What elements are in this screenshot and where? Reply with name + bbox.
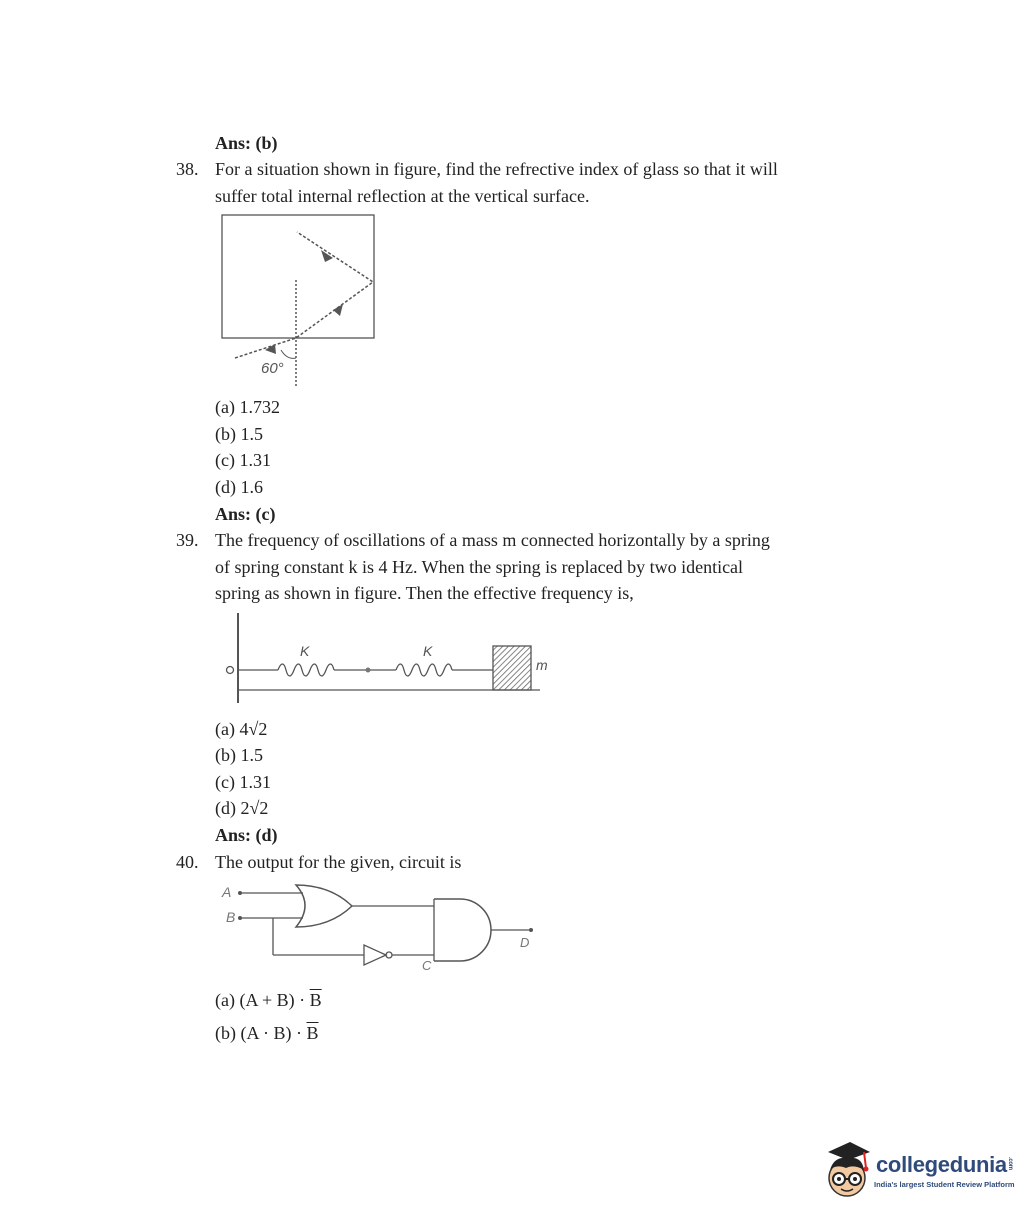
q38-text-line1: For a situation shown in figure, find the refrective index of glass so that it will (215, 159, 778, 179)
q39-option-b: (b) 1.5 (215, 745, 263, 765)
ray-arrow-3 (321, 250, 333, 262)
q38-text-line2: suffer total internal reflection at the vertical surface. (215, 186, 590, 206)
q40-option-a-bar: $\overline{B}$ (309, 990, 322, 1010)
mass-block (493, 646, 531, 690)
q38-answer: Ans: (c) (215, 504, 276, 524)
q40-option-b-bar: $\overline{B}$ (306, 1023, 319, 1043)
brand-suffix: .com (1006, 1157, 1013, 1170)
q39-answer: Ans: (d) (215, 825, 278, 845)
q40-circuit-figure (218, 875, 548, 975)
input-a-label: A (222, 884, 232, 900)
q39-number: 39. (176, 530, 199, 550)
q38-number: 38. (176, 159, 199, 179)
and-gate (434, 899, 491, 961)
q40-option-a (215, 989, 322, 1011)
q38-option-a: (a) 1.732 (215, 397, 280, 417)
q37-answer: Ans: (b) (215, 133, 278, 153)
mascot-icon (824, 1138, 872, 1208)
q39-option-d: (d) 2√2 (215, 798, 269, 818)
q40-option-a-prefix: (a) (A + B) · (215, 990, 310, 1010)
q39-option-c: (c) 1.31 (215, 772, 271, 792)
ray-arrow-2 (333, 304, 343, 316)
q38-option-d: (d) 1.6 (215, 477, 263, 497)
brand-name: collegedunia.com (876, 1152, 1013, 1177)
q39-spring-figure (218, 608, 558, 708)
q40-option-b-prefix: (b) (A · B) · (215, 1023, 307, 1043)
q40-text-line1: The output for the given, circuit is (215, 852, 462, 872)
not-gate (364, 945, 386, 965)
angle-arc (281, 350, 296, 358)
or-gate (296, 885, 352, 927)
angle-label: 60° (261, 360, 284, 377)
q39-text-line3: spring as shown in figure. Then the effective frequency is, (215, 583, 634, 603)
wall-pivot (227, 667, 234, 674)
mass-label: m (536, 657, 548, 673)
glass-block (222, 215, 374, 338)
input-b-label: B (226, 909, 236, 925)
light-ray (235, 232, 373, 358)
q39-text-line1: The frequency of oscillations of a mass m connected horizontally by a spring (215, 530, 770, 550)
node-c-label: C (422, 958, 432, 973)
q40-number: 40. (176, 852, 199, 872)
brand-tagline: India's largest Student Review Platform (874, 1180, 1015, 1189)
collegedunia-logo (824, 1138, 1014, 1208)
q38-option-c: (c) 1.31 (215, 450, 271, 470)
q39-text-line2: of spring constant k is 4 Hz. When the spring is replaced by two identical (215, 557, 744, 577)
ray-arrow-1 (265, 344, 276, 354)
spring-junction (366, 668, 371, 673)
spring-2-label: K (423, 643, 433, 659)
spring-2 (396, 664, 452, 676)
q39-option-a: (a) 4√2 (215, 719, 268, 739)
q38-prism-figure (215, 210, 385, 395)
output-d-label: D (520, 935, 530, 950)
q40-option-b (215, 1022, 319, 1044)
spring-1-label: K (300, 643, 310, 659)
q38-option-b: (b) 1.5 (215, 424, 263, 444)
spring-1 (278, 664, 334, 676)
